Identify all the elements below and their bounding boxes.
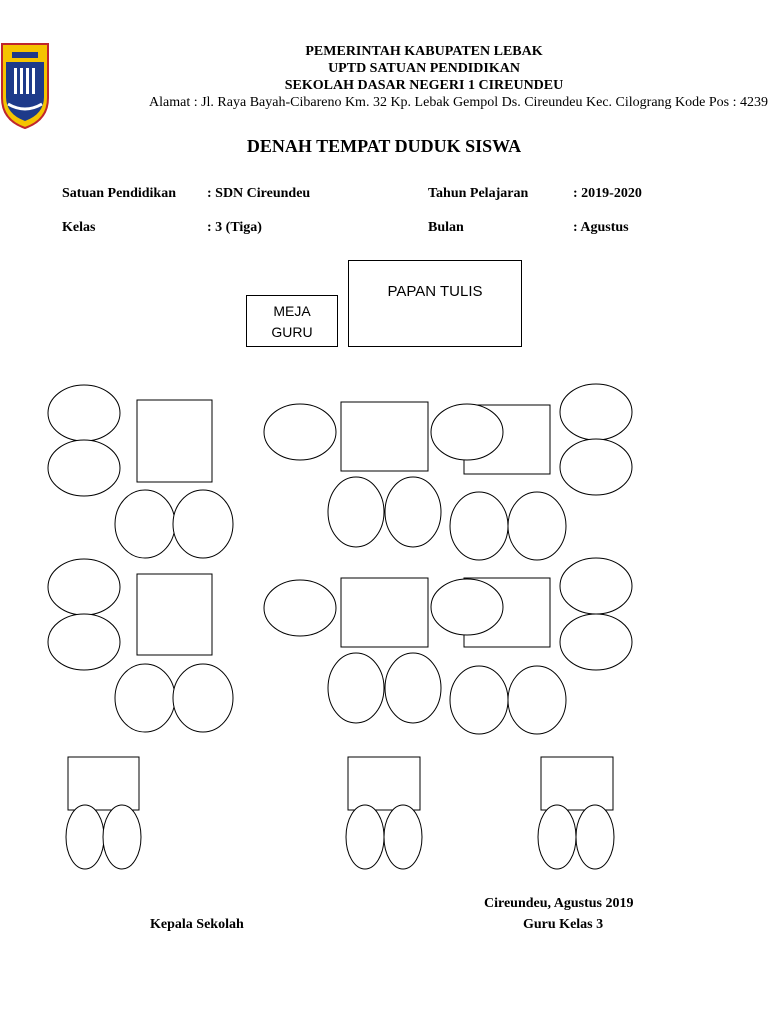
student-chair [328,653,384,723]
student-chair [328,477,384,547]
desk-group-middle-1 [264,402,441,547]
student-chair [48,614,120,670]
student-chair [450,492,508,560]
student-chair [385,653,441,723]
header-school-name: SEKOLAH DASAR NEGERI 1 CIREUNDEU [284,78,564,93]
student-chair [538,805,576,869]
student-chair [115,664,175,732]
student-chair [508,492,566,560]
student-chair [508,666,566,734]
student-chair [173,664,233,732]
student-chair [560,558,632,614]
school-logo-icon [0,42,50,130]
student-chair [48,559,120,615]
student-desk [348,757,420,810]
student-desk [137,400,212,482]
teacher-desk-label-2: GURU [271,324,313,340]
student-desk [137,574,212,655]
seating-plan [0,380,768,880]
student-chair [173,490,233,558]
student-chair [103,805,141,869]
desk-group-left-2 [48,559,233,732]
desk-group-back-middle [346,757,422,869]
desk-group-middle-2 [264,578,441,723]
teacher-desk-label-1: MEJA [273,303,311,319]
student-chair [560,614,632,670]
class-value: : 3 (Tiga) [207,220,262,235]
student-chair [48,385,120,441]
page-title: DENAH TEMPAT DUDUK SISWA [246,136,522,156]
signature-teacher: Guru Kelas 3 [523,917,604,932]
signature-place-date: Cireundeu, Agustus 2019 [484,896,634,911]
student-desk [68,757,139,810]
student-chair [264,580,336,636]
year-value: : 2019-2020 [573,186,642,201]
student-chair [431,579,503,635]
month-value: : Agustus [573,220,629,235]
month-label: Bulan [428,220,464,235]
student-chair [384,805,422,869]
student-chair [431,404,503,460]
teacher-desk [246,295,338,347]
student-chair [264,404,336,460]
school-value: : SDN Cireundeu [207,186,311,201]
student-desk [341,578,428,647]
blackboard [348,260,522,347]
school-label: Satuan Pendidikan [62,186,176,201]
header-address: Alamat : Jl. Raya Bayah-Cibareno Km. 32 Kp. Lebak Gempol Ds. Cireundeu Kec. Cilograng Kode Pos : 4239 [149,95,768,110]
student-chair [66,805,104,869]
year-label: Tahun Pelajaran [428,186,529,201]
student-chair [115,490,175,558]
header-government: PEMERINTAH KABUPATEN LEBAK [305,44,543,59]
student-desk [541,757,613,810]
desk-group-left-1 [48,385,233,558]
student-chair [385,477,441,547]
blackboard-label: PAPAN TULIS [387,283,483,300]
student-chair [346,805,384,869]
student-desk [341,402,428,471]
student-chair [560,439,632,495]
signature-principal: Kepala Sekolah [150,917,244,932]
class-label: Kelas [62,220,96,235]
desk-group-right-2 [431,558,632,734]
desk-group-back-left [66,757,141,869]
student-chair [576,805,614,869]
student-chair [48,440,120,496]
desk-group-right-1 [431,384,632,560]
desk-group-back-right [538,757,614,869]
student-chair [450,666,508,734]
student-chair [560,384,632,440]
header-uptd: UPTD SATUAN PENDIDIKAN [328,61,520,76]
